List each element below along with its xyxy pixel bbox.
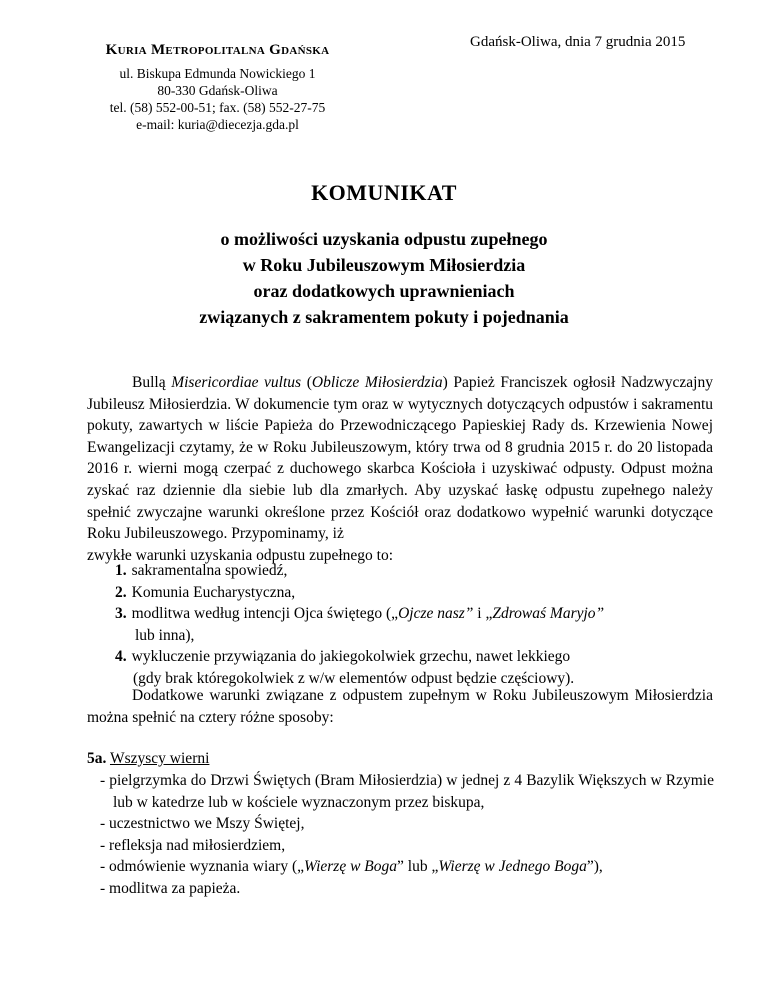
- list-item-continuation: lub inna),: [135, 626, 195, 644]
- conditions-list: [115, 560, 715, 690]
- item-number: 3.: [115, 605, 127, 623]
- intro-last-line: zwykłe warunki uzyskania odpustu zupełnego to:: [87, 546, 394, 564]
- text-run-italic: Wierzę w Boga: [304, 858, 398, 876]
- subtitle-line: o możliwości uzyskania odpustu zupełnego: [220, 229, 548, 249]
- list-item-continuation: (gdy brak któregokolwiek z w/w elementów odpust będzie częściowy).: [133, 669, 575, 687]
- list-item: [100, 856, 714, 878]
- list-item: [115, 582, 715, 604]
- item-text: wykluczenie przywiązania do jakiegokolwiek grzechu, nawet lekkiego: [131, 648, 571, 666]
- additional-conditions-paragraph: Dodatkowe warunki związane z odpustem zupełnym w Roku Jubileuszowym Miłosierdzia można spełnić na cztery różne sposoby:: [87, 687, 713, 726]
- document-subtitle: [0, 226, 768, 330]
- organization-name: Kuria Metropolitalna Gdańska: [105, 42, 330, 58]
- list-item: - uczestnictwo we Mszy Świętej,: [100, 815, 305, 833]
- section-5a-list: [100, 770, 714, 900]
- item-text: i „: [473, 605, 493, 623]
- item-text: sakramentalna spowiedź,: [131, 562, 288, 579]
- letterhead: [45, 42, 390, 133]
- subtitle-line: w Roku Jubileuszowym Miłosierdzia: [242, 255, 526, 275]
- item-text: Komunia Eucharystyczna,: [131, 583, 296, 601]
- subtitle-line: oraz dodatkowych uprawnieniach: [253, 281, 515, 301]
- contact-phone: tel. (58) 552-00-51; fax. (58) 552-27-75: [109, 100, 326, 115]
- text-run-italic: Misericordiae vultus: [171, 374, 302, 391]
- item-number: 1.: [115, 562, 127, 579]
- section-number: 5a.: [87, 750, 107, 767]
- section-title: Wszyscy wierni: [109, 750, 210, 767]
- subtitle-line: związanych z sakramentem pokuty i pojednania: [199, 307, 569, 327]
- address-postal: 80-330 Gdańsk-Oliwa: [157, 83, 278, 98]
- item-number: 2.: [115, 583, 127, 601]
- date-line: Gdańsk-Oliwa, dnia 7 grudnia 2015: [470, 34, 686, 50]
- text-run: Bullą: [132, 374, 172, 391]
- document-title: KOMUNIKAT: [311, 180, 457, 205]
- list-item: - modlitwa za papieża.: [100, 879, 241, 897]
- list-item: - refleksja nad miłosierdziem,: [100, 836, 286, 854]
- text-run: ” lub „: [397, 858, 439, 876]
- intro-paragraph: [87, 372, 713, 566]
- item-number: 4.: [115, 648, 127, 666]
- contact-email: e-mail: kuria@diecezja.gda.pl: [136, 117, 299, 132]
- list-item: [115, 646, 715, 668]
- list-item: - pielgrzymka do Drzwi Świętych (Bram Miłosierdzia) w jednej z 4 Bazylik Większych w Rzymie lub w katedrze lub w kościele wyznaczonym przez biskupa,: [100, 772, 714, 811]
- text-run: (: [301, 374, 312, 391]
- text-run-italic: Oblicze Miłosierdzia: [311, 374, 443, 391]
- address-street: ul. Biskupa Edmunda Nowickiego 1: [119, 66, 316, 81]
- item-text: modlitwa według intencji Ojca świętego („: [131, 605, 399, 623]
- text-run: ”),: [586, 858, 603, 876]
- list-item: [115, 603, 713, 625]
- text-run-italic: Wierzę w Jednego Boga: [438, 858, 587, 876]
- item-text-italic: Zdrowaś Maryjo”: [492, 605, 605, 623]
- list-item: [115, 560, 715, 582]
- text-run: - odmówienie wyznania wiary („: [100, 858, 305, 876]
- item-text-italic: Ojcze nasz”: [398, 605, 474, 623]
- section-5a-heading: [87, 748, 209, 770]
- text-run: ) Papież Franciszek ogłosił Nadzwyczajny Jubileusz Miłosierdzia. W dokumencie tym oraz w wytycznych dotyczących odpustów i sakramentu pokuty, zawartych w liście Papieża do Przewodniczącego Papieskiej Rady ds. Krzewienia Nowej Ewangelizacji czytamy, że w Roku Jubileuszowym, który trwa od 8 grudnia 2015 r. do 20 listopada 2016 r. wierni mogą czerpać z duchowego skarbca Kościoła i uzyskiwać odpusty. Odpust można zyskać raz dziennie dla siebie lub dla zmarłych. Aby uzyskać łaskę odpustu zupełnego należy spełnić zwyczajne warunki określone przez Kościół oraz dodatkowo wypełnić warunki dotyczące Roku Jubileuszowego. Przypominamy, iż: [87, 374, 713, 543]
